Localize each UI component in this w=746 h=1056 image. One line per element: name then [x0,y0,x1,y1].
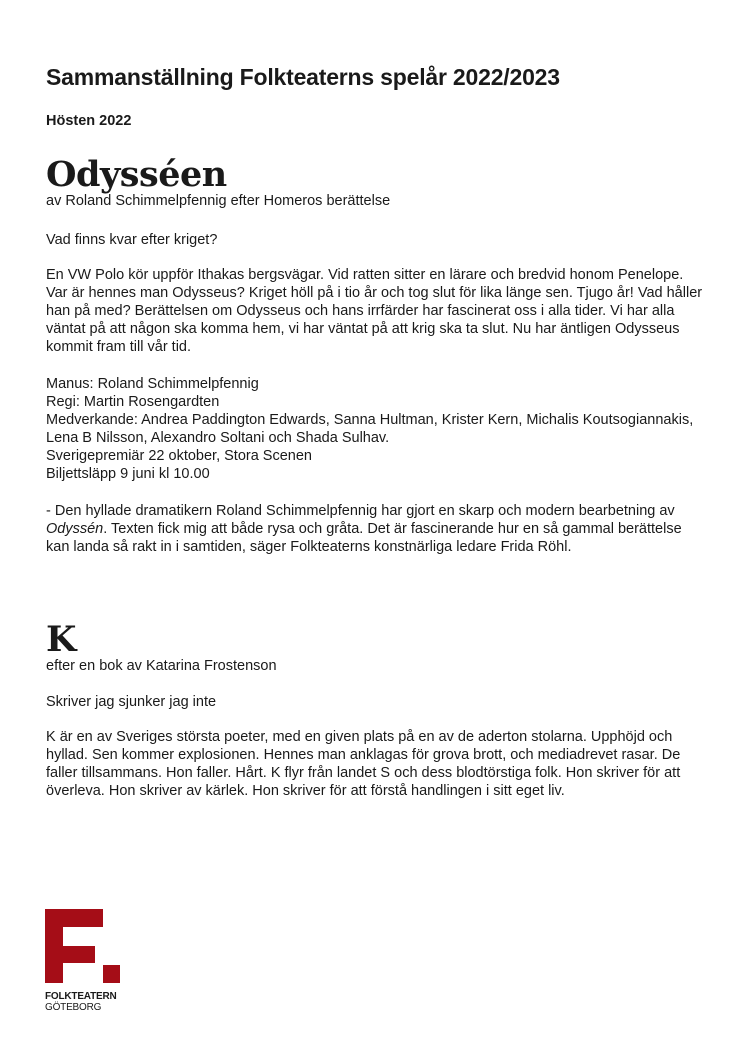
show-subtitle: efter en bok av Katarina Frostenson [46,658,277,674]
show-odysseen-header [46,154,706,210]
quote-text: - Den hyllade dramatikern Roland Schimmelpfennig har gjort en skarp och modern bearbetning av [46,503,675,519]
show-description: En VW Polo kör uppför Ithakas bergsvägar. Vid ratten sitter en lärare och bredvid honom Penelope. Var är hennes man Odysseus? Kriget höll på i tio år och tog slut för lika länge sen. Tjugo år! Vad håller han på med? Berättelsen om Odysseus och hans irrfärder har fascinerat oss i alla tider. Vi har alla väntat på att någon ska komma hem, vi har väntat på att krig ska ta slut. Nu har äntligen Odysseus kommit fram till vår tid. [46,267,703,355]
show-credits [46,375,706,483]
show-k-header [46,619,706,675]
show-description: K är en av Sveriges största poeter, med en given plats på en av de aderton stolarna. Upphöjd och hyllad. Sen kommer explosionen. Hennes man anklagas för grova brott, och mediadrevet rasar. De faller tillsammans. Hon faller. Hårt. K flyr från landet S och dess blodtörstiga folk. Hon skriver för att överleva. Hon skriver av kärlek. Hon skriver för att förstå handlingen i sitt eget liv. [46,729,681,799]
credit-line: Regi: Martin Rosengardten [46,394,220,410]
logo-subtext: GÖTEBORG [45,1002,102,1013]
credit-line: Medverkande: Andrea Paddington Edwards, Sanna Hultman, Krister Kern, Michalis Koutsogiannakis, Lena B Nilsson, Alexandro Soltani och Shada Sulhav. [46,412,694,446]
show-tagline: Skriver jag sjunker jag inte [46,694,217,710]
season-heading: Hösten 2022 [46,113,132,129]
quote-italic-title: Odyssén [46,521,104,537]
credit-line: Manus: Roland Schimmelpfennig [46,376,259,392]
show-quote [46,502,706,556]
folkteatern-logo [45,909,125,1013]
folkteatern-f-logo-icon [45,909,121,983]
show-title: Odysséen [46,154,227,195]
show-subtitle: av Roland Schimmelpfennig efter Homeros berättelse [46,193,391,209]
logo-text: FOLKTEATERN [45,991,117,1002]
document-title: Sammanställning Folkteaterns spelår 2022/2023 [46,64,560,90]
quote-text: . Texten fick mig att både rysa och gråta. Det är fascinerande hur en så gammal berättelse kan landa så rakt in i samtiden, säger Folkteaterns konstnärliga ledare Frida Röhl. [46,521,682,555]
credit-line: Biljettsläpp 9 juni kl 10.00 [46,466,210,482]
show-title: K [46,619,76,660]
credit-line: Sverigepremiär 22 oktober, Stora Scenen [46,448,312,464]
show-tagline: Vad finns kvar efter kriget? [46,232,218,248]
